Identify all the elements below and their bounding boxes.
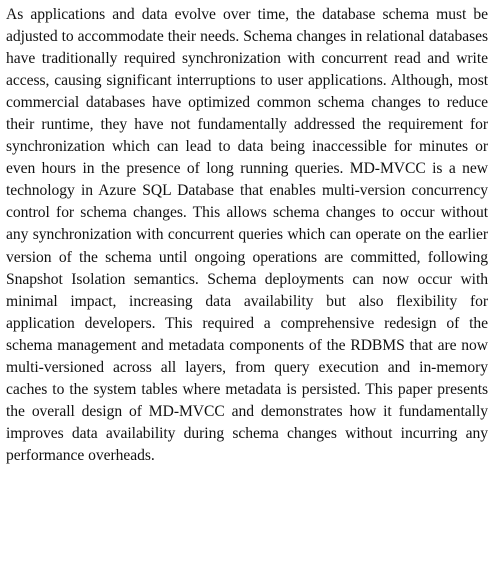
document-page bbox=[6, 4, 488, 467]
abstract-paragraph: As applications and data evolve over time, the database schema must be adjusted to accommodate their needs. Schema changes in relational databases have traditionally required synchronization with concurrent read and write access, causing significant interruptions to user applications. Although, most commercial databases have optimized common schema changes to reduce their runtime, they have not fundamentally addressed the requirement for synchronization which can lead to data being inaccessible for minutes or even hours in the presence of long running queries. MD-MVCC is a new technology in Azure SQL Database that enables multi-version concurrency control for schema changes. This allows schema changes to occur without any synchronization with concurrent queries which can operate on the earlier version of the schema until ongoing operations are committed, following Snapshot Isolation semantics. Schema deployments can now occur with minimal impact, increasing data availability but also flexibility for application developers. This required a comprehensive redesign of the schema management and metadata components of the RDBMS that are now multi-versioned across all layers, from query execution and in-memory caches to the system tables where metadata is persisted. This paper presents the overall design of MD-MVCC and demonstrates how it fundamentally improves data availability during schema changes without incurring any performance overheads. bbox=[6, 6, 488, 464]
